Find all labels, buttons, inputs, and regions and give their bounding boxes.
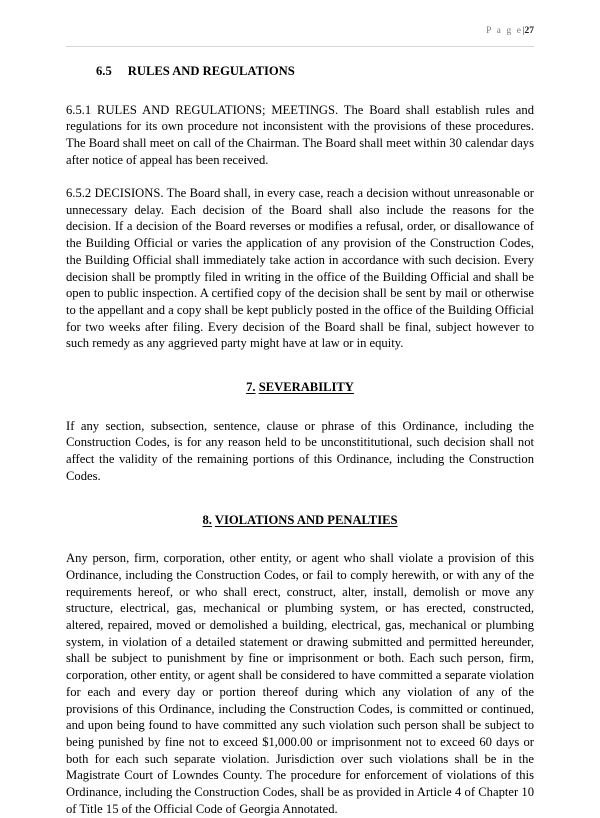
paragraph-severability: If any section, subsection, sentence, clause or phrase of this Ordinance, including the Construction Codes, is for any reason held to be unconstititutional, such decision shall not affect the validity of the remaining portions of this Ordinance, including the Construction Codes. bbox=[66, 418, 534, 483]
header-divider-rule bbox=[66, 46, 534, 47]
heading-section-8-violations-and-penalties bbox=[66, 512, 534, 529]
running-header bbox=[66, 0, 534, 46]
paragraph-6-5-1: 6.5.1 RULES AND REGULATIONS; MEETINGS. The Board shall establish rules and regulations for its own procedure not inconsistent with the provisions of these procedures. The Board shall meet on call of the Chairman. The Board shall meet within 30 calendar days after notice of appeal has been received. bbox=[66, 102, 534, 167]
heading-title-7: SEVERABILITY bbox=[258, 380, 354, 395]
spacer bbox=[66, 396, 534, 418]
heading-title-8: VIOLATIONS AND PENALTIES bbox=[214, 512, 398, 527]
heading-section-6-5 bbox=[66, 63, 534, 80]
page-content-column bbox=[66, 0, 534, 818]
heading-number-6-5: 6.5 bbox=[96, 64, 112, 78]
heading-section-7-severability bbox=[66, 379, 534, 396]
page-header-text bbox=[486, 26, 534, 36]
spacer bbox=[66, 528, 534, 550]
page-number: 27 bbox=[524, 26, 534, 36]
paragraph-6-5-2: 6.5.2 DECISIONS. The Board shall, in every case, reach a decision without unreasonable or unnecessary delay. Each decision of the Board shall also include the reasons for the decision. If a decision of the Board reverses or modifies a refusal, order, or disallowance of the Building Official or varies the application of any provision of the Construction Codes, the Building Official shall immediately take action in accordance with such decision. Every decision shall be promptly filed in writing in the office of the Building Official and shall be open to public inspection. A certified copy of the decision shall be sent by mail or otherwise to the appellant and a copy shall be kept publicly posted in the office of the Building Official for two weeks after filing. Every decision of the Board shall be final, subject however to such remedy as any aggrieved party might have at law or in equity. bbox=[66, 186, 534, 351]
spacer bbox=[66, 169, 534, 186]
header-separator: | bbox=[522, 26, 525, 36]
spacer bbox=[66, 80, 534, 102]
document-body bbox=[66, 46, 534, 818]
spacer bbox=[66, 352, 534, 379]
page-label: P a g e bbox=[486, 26, 523, 36]
paragraph-violations-and-penalties: Any person, firm, corporation, other entity, or agent who shall violate a provision of this Ordinance, including the Construction Codes, or fail to comply herewith, or with any of the requirements hereof, or who shall erect, construct, alter, install, demolish or move any structure, electrical, gas, mechanical or plumbing system, or has erected, constructed, altered, repaired, moved or demolished a building, electrical, gas, mechanical or plumbing system, in violation of a detailed statement or drawing submitted and permitted hereunder, shall be subject to punishment by fine or imprisonment or both. Each such person, firm, corporation, other entity, or agent shall be considered to have committed a separate violation for each and every day or portion thereof during which any violation of any of the provisions of this Ordinance, including the Construction Codes, is committed or continued, and upon being found to have committed any such violation such person shall be subject to being punished by fine not to exceed $1,000.00 or imprisonment not to exceed 60 days or both for each such separate violation. Jurisdiction over such violations shall be in the Magistrate Court of Lowndes County. The procedure for enforcement of violations of this Ordinance, including the Construction Codes, shall be as provided in Article 4 of Chapter 10 of Title 15 of the Official Code of Georgia Annotated. bbox=[66, 551, 534, 816]
heading-number-8: 8. bbox=[202, 512, 212, 527]
heading-title-6-5: RULES AND REGULATIONS bbox=[127, 64, 295, 78]
heading-number-7: 7. bbox=[246, 380, 256, 395]
spacer bbox=[66, 485, 534, 512]
